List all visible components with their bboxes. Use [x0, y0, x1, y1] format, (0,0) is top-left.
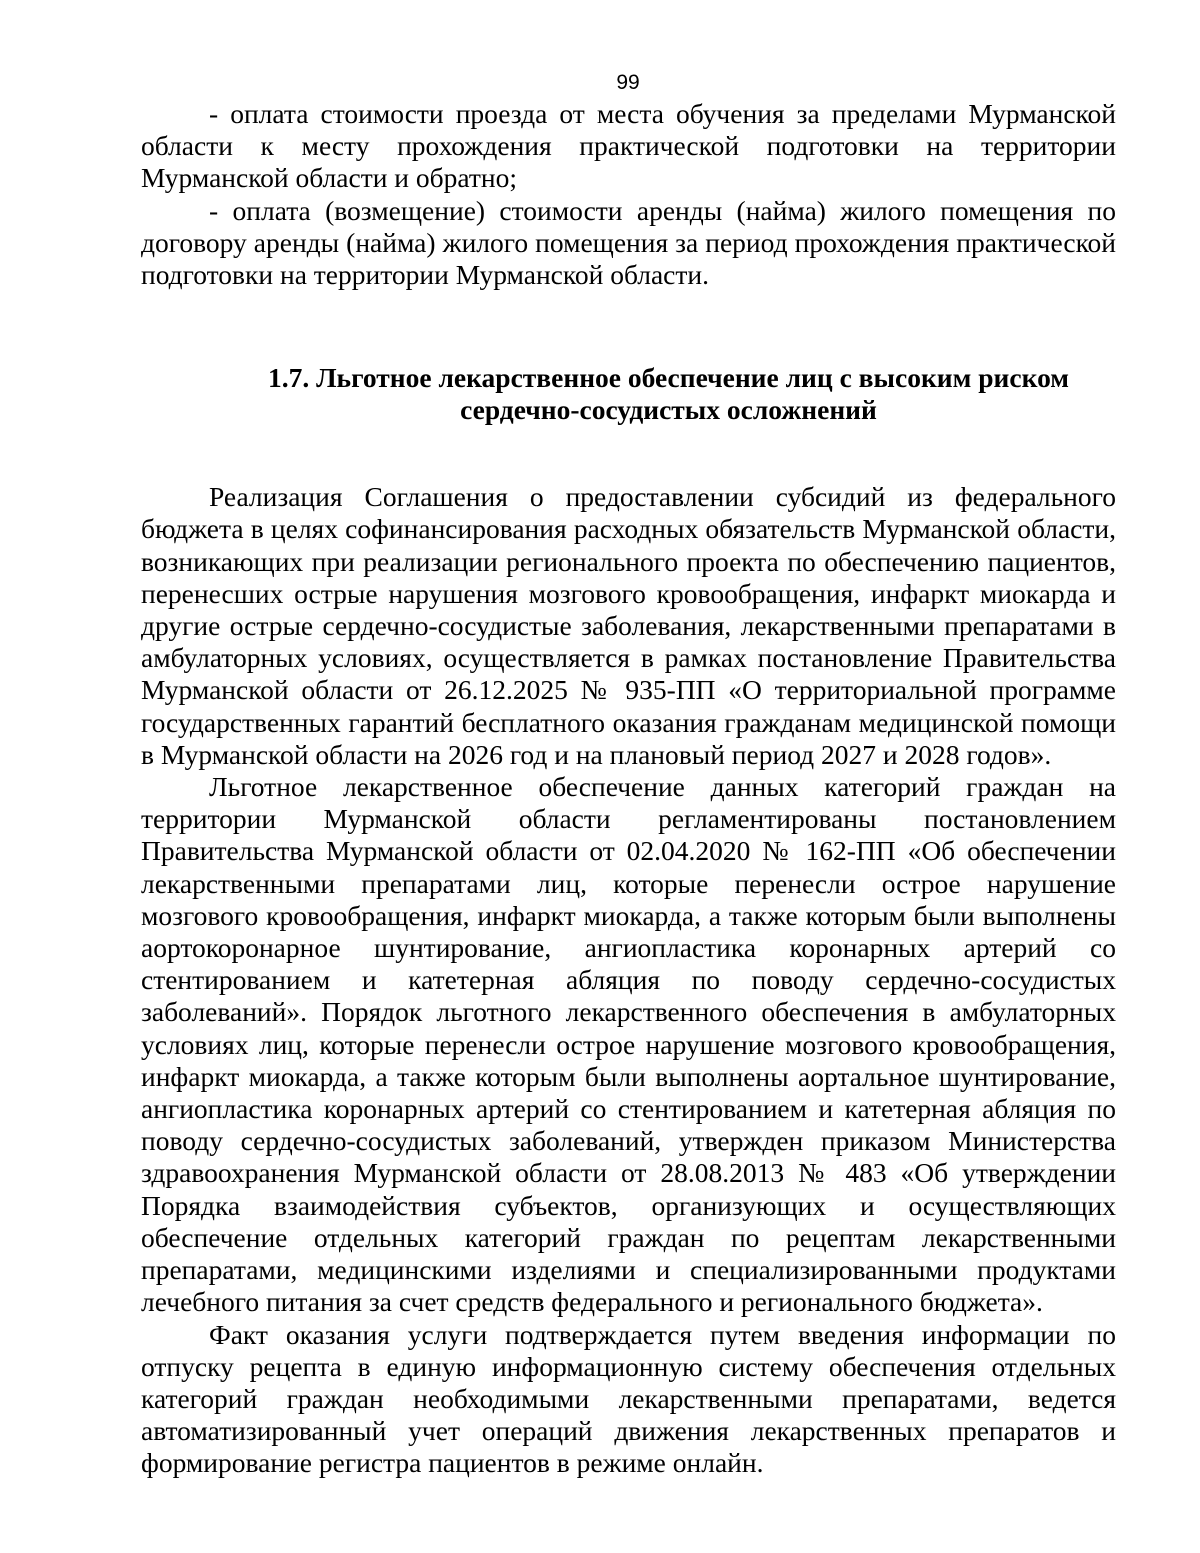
paragraph-rent-payment: - оплата (возмещение) стоимости аренды (найма) жилого помещения по договору аренды (найма) жилого помещения за период прохождения практической подготовки на территории Мурманской области. [141, 194, 1116, 291]
section-heading [141, 362, 1116, 426]
paragraph-drug-provision-regulation: Льготное лекарственное обеспечение данных категорий граждан на территории Мурманской области регламентированы постановлением Правительства Мурманской области от 02.04.2020 № 162-ПП «Об обеспечении лекарственными препаратами лиц, которые перенесли острое нарушение мозгового кровообращения, инфаркт миокарда, а также которым были выполнены аортокоронарное шунтирование, ангиопластика коронарных артерий со стентированием и катетерная абляция по поводу сердечно-сосудистых заболеваний». Порядок льготного лекарственного обеспечения в амбулаторных условиях лиц, которые перенесли острое нарушение мозгового кровообращения, инфаркт миокарда, а также которым были выполнены аортальное шунтирование, ангиопластика коронарных артерий со стентированием и катетерная абляция по поводу сердечно-сосудистых заболеваний, утвержден приказом Министерства здравоохранения Мурманской области от 28.08.2013 № 483 «Об утверждении Порядка взаимодействия субъектов, организующих и осуществляющих обеспечение отдельных категорий граждан по рецептам лекарственными препаратами, медицинскими изделиями и специализированными продуктами лечебного питания за счет средств федерального и регионального бюджета». [141, 771, 1116, 1318]
paragraph-service-confirmation: Факт оказания услуги подтверждается путем введения информации по отпуску рецепта в единую информационную систему обеспечения отдельных категорий граждан необходимыми лекарственными препаратами, ведется автоматизированный учет операций движения лекарственных препаратов и формирование регистра пациентов в режиме онлайн. [141, 1318, 1116, 1479]
page-number: 99 [616, 71, 640, 94]
paragraph-travel-payment: - оплата стоимости проезда от места обучения за пределами Мурманской области к месту прохождения практической подготовки на территории Мурманской области и обратно; [141, 98, 1116, 194]
section-heading-line-1: 1.7. Льготное лекарственное обеспечение лиц с высоким риском [267, 362, 1070, 394]
document-body [141, 98, 1116, 1480]
paragraph-subsidy-agreement: Реализация Соглашения о предоставлении субсидий из федерального бюджета в целях софинансирования расходных обязательств Мурманской области, возникающих при реализации регионального проекта по обеспечению пациентов, перенесших острые нарушения мозгового кровообращения, инфаркт миокарда и другие острые сердечно-сосудистые заболевания, лекарственными препаратами в амбулаторных условиях, осуществляется в рамках постановление Правительства Мурманской области от 26.12.2025 № 935-ПП «О территориальной программе государственных гарантий бесплатного оказания гражданам медицинской помощи в Мурманской области на 2026 год и на плановый период 2027 и 2028 годов». [141, 481, 1116, 770]
section-heading-line-2: сердечно-сосудистых осложнений [460, 394, 877, 426]
